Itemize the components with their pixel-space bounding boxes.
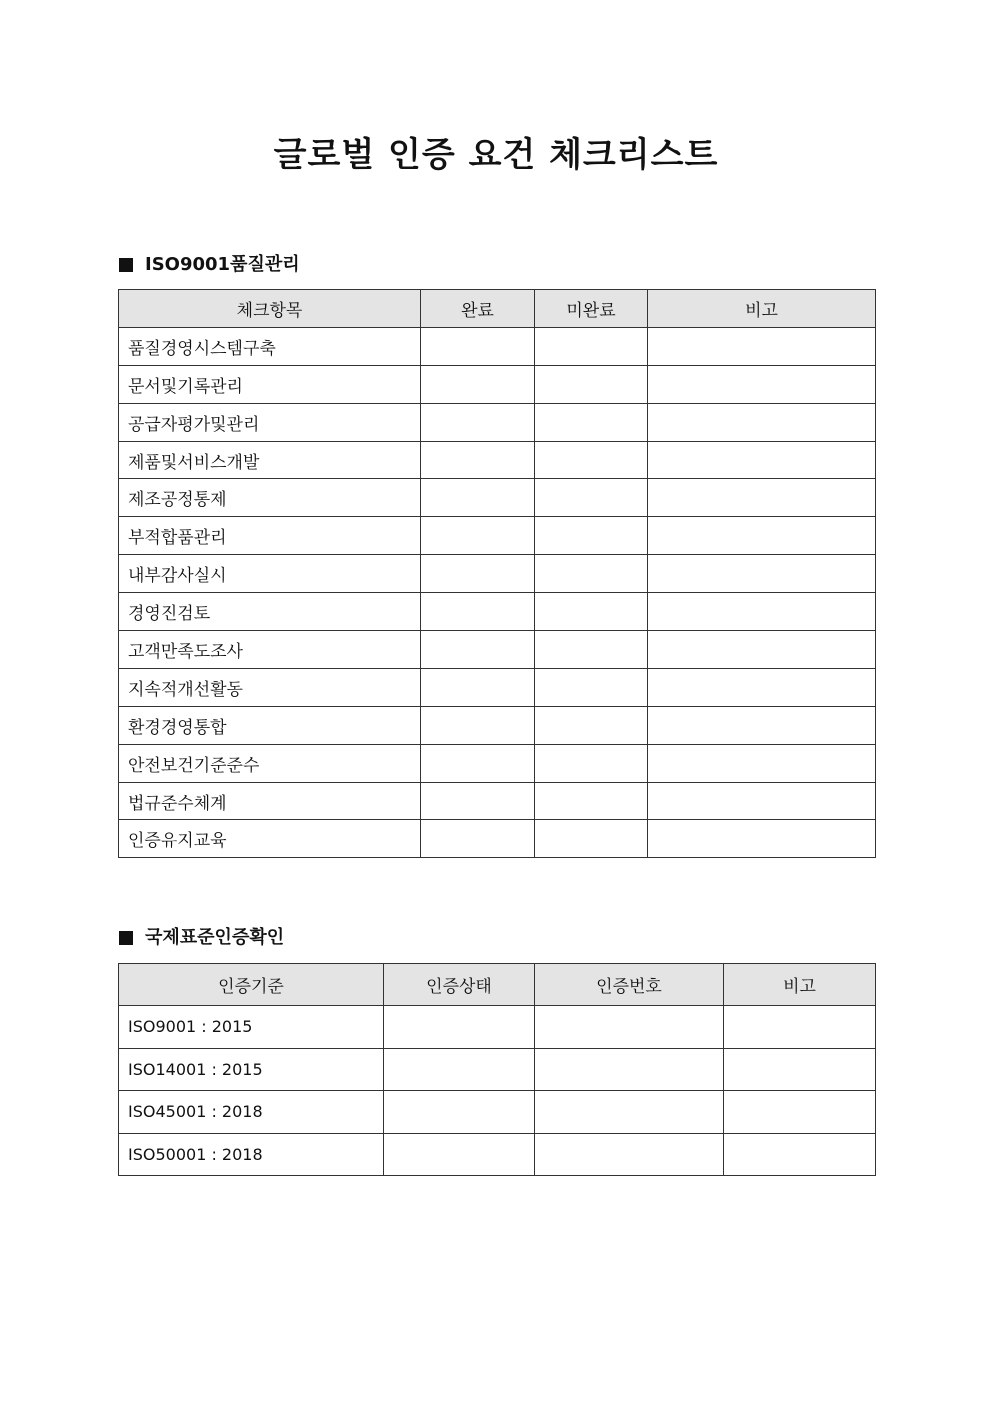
row-label: ISO14001 : 2015 [119,1048,384,1091]
table-row [119,782,876,820]
table-row [119,365,876,403]
row-label: 제품및서비스개발 [119,441,421,479]
incomplete-cell[interactable] [535,555,648,593]
remarks-cell[interactable] [648,668,876,706]
table-row [119,555,876,593]
remarks-cell[interactable] [724,1133,876,1176]
certification-table [118,963,876,1176]
row-label: 고객만족도조사 [119,631,421,669]
section-heading-label: 국제표준인증확인 [145,927,285,948]
remarks-cell[interactable] [648,555,876,593]
header-cert-standard: 인증기준 [119,964,384,1006]
table-header-row [119,290,876,328]
square-bullet-icon [119,931,133,945]
table-row [119,593,876,631]
cert-number-cell[interactable] [535,1133,724,1176]
table-row [119,441,876,479]
row-label: 인증유지교육 [119,820,421,858]
incomplete-cell[interactable] [535,403,648,441]
cert-number-cell[interactable] [535,1048,724,1091]
table-row [119,1048,876,1091]
header-incomplete: 미완료 [535,290,648,328]
cert-status-cell[interactable] [384,1048,535,1091]
remarks-cell[interactable] [648,593,876,631]
remarks-cell[interactable] [648,479,876,517]
row-label: ISO9001 : 2015 [119,1006,384,1049]
cert-status-cell[interactable] [384,1006,535,1049]
incomplete-cell[interactable] [535,744,648,782]
header-cert-status: 인증상태 [384,964,535,1006]
table-row [119,327,876,365]
remarks-cell[interactable] [724,1091,876,1134]
cert-status-cell[interactable] [384,1133,535,1176]
remarks-cell[interactable] [648,782,876,820]
remarks-cell[interactable] [724,1006,876,1049]
section-heading-label: ISO9001품질관리 [145,254,300,275]
row-label: 문서및기록관리 [119,365,421,403]
complete-cell[interactable] [421,441,535,479]
incomplete-cell[interactable] [535,593,648,631]
incomplete-cell[interactable] [535,441,648,479]
table-row [119,1006,876,1049]
row-label: 부적합품관리 [119,517,421,555]
table-row [119,668,876,706]
complete-cell[interactable] [421,555,535,593]
table-row [119,403,876,441]
remarks-cell[interactable] [648,365,876,403]
remarks-cell[interactable] [724,1048,876,1091]
row-label: 환경경영통합 [119,706,421,744]
complete-cell[interactable] [421,631,535,669]
header-check-item: 체크항목 [119,290,421,328]
cert-number-cell[interactable] [535,1091,724,1134]
remarks-cell[interactable] [648,631,876,669]
complete-cell[interactable] [421,365,535,403]
remarks-cell[interactable] [648,820,876,858]
table-row [119,479,876,517]
row-label: 공급자평가및관리 [119,403,421,441]
incomplete-cell[interactable] [535,820,648,858]
incomplete-cell[interactable] [535,327,648,365]
complete-cell[interactable] [421,327,535,365]
header-remarks: 비고 [724,964,876,1006]
table-header-row [119,964,876,1006]
complete-cell[interactable] [421,706,535,744]
square-bullet-icon [119,258,133,272]
page-title: 글로벌 인증 요건 체크리스트 [273,135,719,175]
table-row [119,1133,876,1176]
section-heading-iso9001 [119,253,300,277]
remarks-cell[interactable] [648,706,876,744]
remarks-cell[interactable] [648,441,876,479]
remarks-cell[interactable] [648,327,876,365]
table-row [119,517,876,555]
table-row [119,631,876,669]
row-label: 지속적개선활동 [119,668,421,706]
complete-cell[interactable] [421,744,535,782]
remarks-cell[interactable] [648,517,876,555]
header-cert-number: 인증번호 [535,964,724,1006]
row-label: 제조공정통제 [119,479,421,517]
complete-cell[interactable] [421,517,535,555]
complete-cell[interactable] [421,668,535,706]
incomplete-cell[interactable] [535,365,648,403]
table-row [119,1091,876,1134]
remarks-cell[interactable] [648,744,876,782]
incomplete-cell[interactable] [535,517,648,555]
cert-status-cell[interactable] [384,1091,535,1134]
cert-number-cell[interactable] [535,1006,724,1049]
incomplete-cell[interactable] [535,631,648,669]
incomplete-cell[interactable] [535,479,648,517]
complete-cell[interactable] [421,820,535,858]
table-row [119,820,876,858]
header-remarks: 비고 [648,290,876,328]
row-label: 경영진검토 [119,593,421,631]
row-label: ISO50001 : 2018 [119,1133,384,1176]
incomplete-cell[interactable] [535,782,648,820]
table-row [119,744,876,782]
complete-cell[interactable] [421,403,535,441]
remarks-cell[interactable] [648,403,876,441]
complete-cell[interactable] [421,593,535,631]
complete-cell[interactable] [421,479,535,517]
checklist-table [118,289,876,858]
row-label: 품질경영시스템구축 [119,327,421,365]
section-heading-international-standards [119,926,284,950]
table-row [119,706,876,744]
row-label: 법규준수체계 [119,782,421,820]
incomplete-cell[interactable] [535,668,648,706]
header-complete: 완료 [421,290,535,328]
row-label: ISO45001 : 2018 [119,1091,384,1134]
row-label: 내부감사실시 [119,555,421,593]
complete-cell[interactable] [421,782,535,820]
row-label: 안전보건기준준수 [119,744,421,782]
incomplete-cell[interactable] [535,706,648,744]
